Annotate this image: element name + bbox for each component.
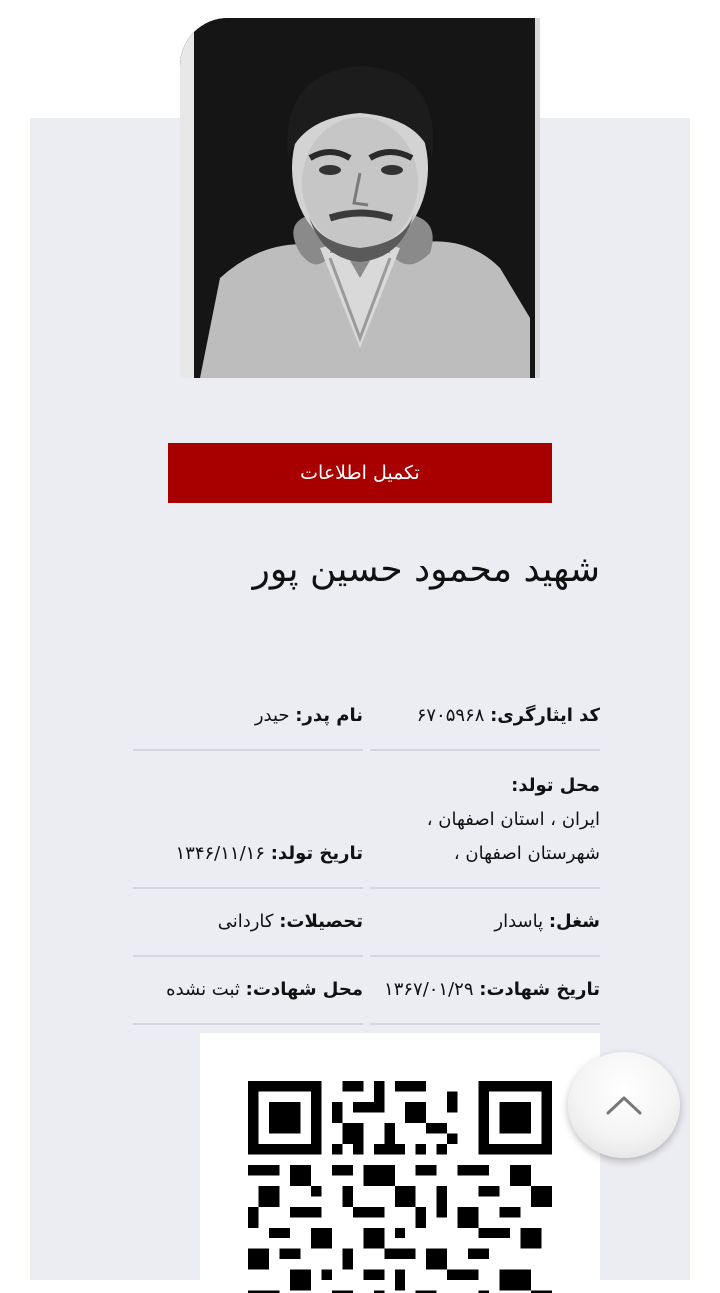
- birthdate-field: [133, 751, 363, 889]
- martyrdom-place-value: ثبت نشده: [166, 979, 240, 1000]
- martyr-photo: [180, 18, 540, 378]
- martyrdom-place-field: [133, 957, 363, 1025]
- birthplace-line2: شهرستان اصفهان ،: [453, 843, 600, 864]
- father-field: [133, 686, 363, 751]
- birthplace-line1: ایران ، استان اصفهان ،: [426, 809, 600, 830]
- education-value: کاردانی: [217, 911, 274, 932]
- martyrdom-place-label: محل شهادت:: [245, 979, 363, 1000]
- martyrdom-date-label: تاریخ شهادت:: [479, 979, 600, 1000]
- qr-code: [200, 1033, 600, 1293]
- details-row: [133, 686, 600, 751]
- father-value: حیدر: [254, 705, 290, 726]
- code-value: ۶۷۰۵۹۶۸: [416, 705, 485, 726]
- code-label: کد ایثارگری:: [490, 705, 600, 726]
- job-field: [370, 889, 600, 957]
- martyrdom-date-field: [370, 957, 600, 1025]
- details-row: [133, 889, 600, 957]
- chevron-up-icon: [604, 1093, 644, 1117]
- job-value: پاسدار: [494, 911, 544, 932]
- birthdate-label: تاریخ تولد:: [270, 843, 363, 864]
- code-field: [370, 686, 600, 751]
- education-field: [133, 889, 363, 957]
- scroll-top-button[interactable]: [568, 1052, 680, 1158]
- details-row: [133, 751, 600, 889]
- job-label: شغل:: [548, 911, 600, 932]
- complete-info-button[interactable]: تکمیل اطلاعات: [168, 443, 552, 503]
- father-label: نام پدر:: [295, 705, 363, 726]
- birthdate-value: ۱۳۴۶/۱۱/۱۶: [175, 843, 265, 864]
- details-row: [133, 957, 600, 1025]
- education-label: تحصیلات:: [279, 911, 363, 932]
- birthplace-label: محل تولد:: [511, 775, 600, 796]
- details-grid: [133, 686, 600, 1025]
- birthplace-field: [370, 751, 600, 889]
- martyr-name: شهید محمود حسین پور: [252, 549, 600, 590]
- martyrdom-date-value: ۱۳۶۷/۰۱/۲۹: [384, 979, 474, 1000]
